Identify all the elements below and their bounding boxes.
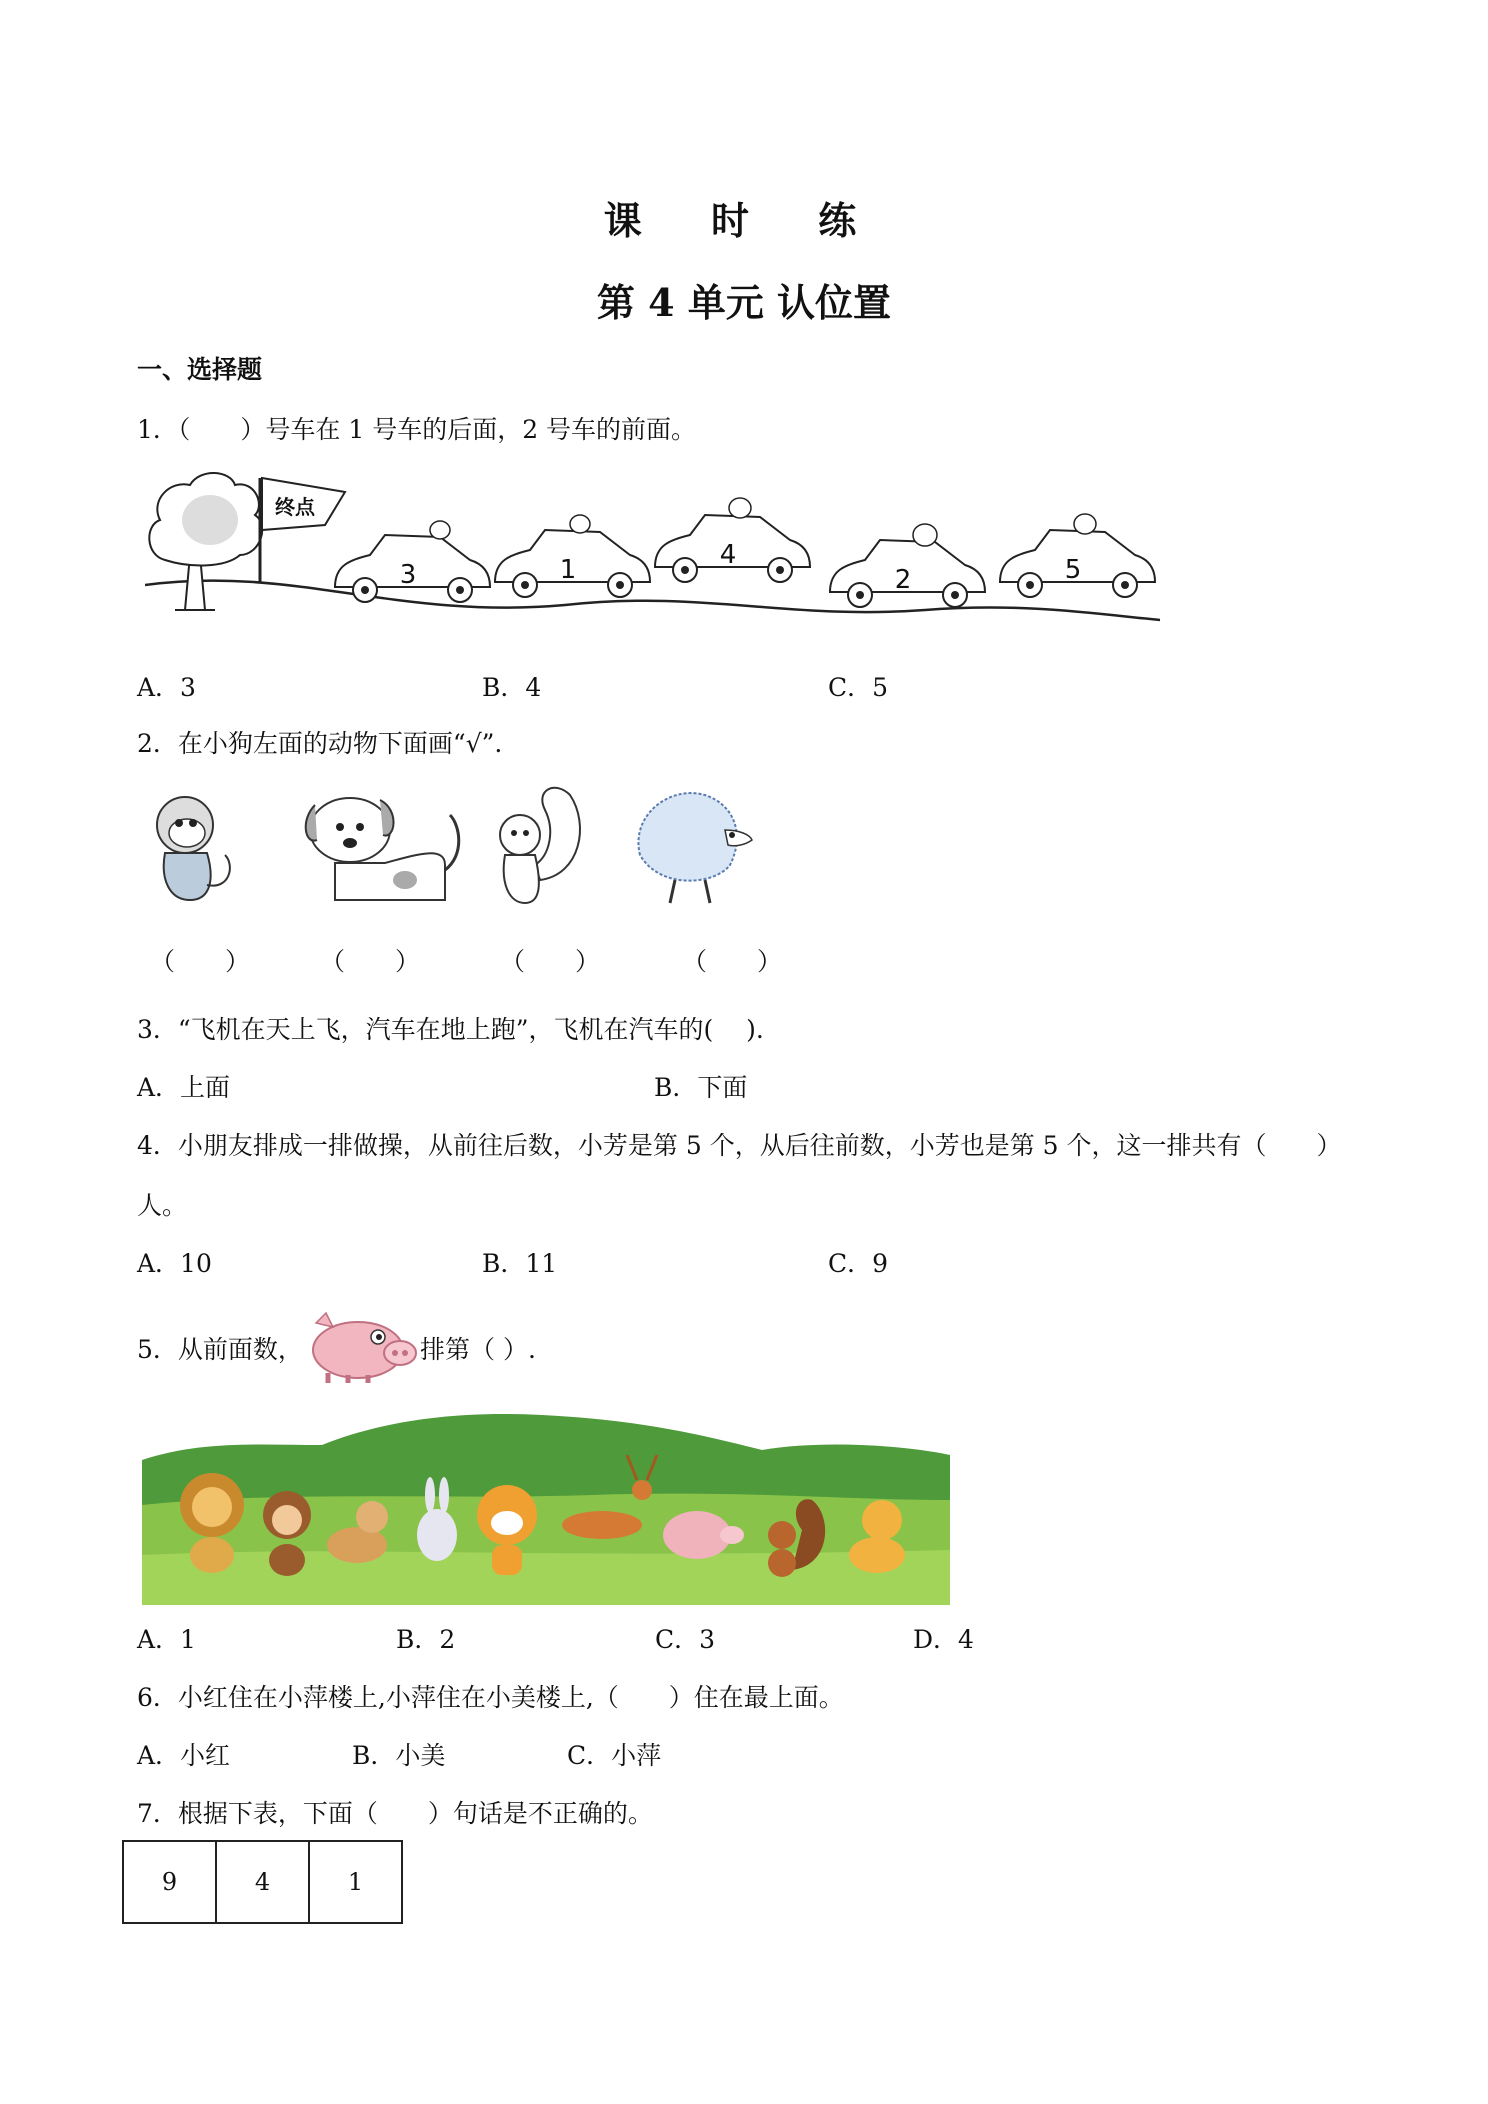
flag-label: 终点 <box>275 495 315 519</box>
q3-option-b: B．下面 <box>654 1073 748 1102</box>
table-cell: 9 <box>123 1841 216 1923</box>
car-number: 1 <box>559 555 577 585</box>
car-number: 2 <box>894 565 912 595</box>
question-2: 2．在小狗左面的动物下面画“√”. <box>137 729 503 758</box>
table-cell: 1 <box>309 1841 402 1923</box>
page-title: 课 时 练 <box>603 198 885 243</box>
pig-icon <box>308 1305 423 1385</box>
monkey-icon <box>157 797 230 900</box>
q5-option-a: A．1 <box>137 1625 196 1654</box>
q2-blank-squirrel[interactable]: （ ） <box>500 947 601 976</box>
hedgehog-icon <box>638 793 752 903</box>
question-5-prefix: 5．从前面数， <box>137 1335 303 1364</box>
number-table <box>122 1840 403 1924</box>
car-icon <box>830 524 985 607</box>
q4-option-c: C．9 <box>828 1249 889 1278</box>
question-6: 6．小红住在小萍楼上,小萍住在小美楼上,（ ）住在最上面。 <box>137 1683 844 1712</box>
q6-option-a: A．小红 <box>137 1741 231 1770</box>
q5-option-b: B．2 <box>396 1625 456 1654</box>
car-number: 3 <box>399 560 417 590</box>
dog-icon <box>306 798 459 900</box>
q2-blank-hedgehog[interactable]: （ ） <box>682 947 783 976</box>
car-number: 4 <box>719 540 737 570</box>
q6-option-b: B．小美 <box>352 1741 446 1770</box>
question-5-suffix: 排第（ ）. <box>420 1335 536 1364</box>
animals-row-illustration <box>135 785 785 920</box>
q1-option-b: B．4 <box>482 673 542 702</box>
table-cell: 4 <box>216 1841 309 1923</box>
q3-option-a: A．上面 <box>137 1073 231 1102</box>
question-3: 3．“飞机在天上飞，汽车在地上跑”，飞机在汽车的( ). <box>137 1015 764 1044</box>
q5-option-c: C．3 <box>655 1625 716 1654</box>
q5-option-d: D．4 <box>913 1625 974 1654</box>
car-number: 5 <box>1064 555 1082 585</box>
squirrel-icon <box>500 788 580 903</box>
question-4-line-1: 4．小朋友排成一排做操，从前往后数，小芳是第 5 个，从后往前数，小芳也是第 5 个，这一排共有（ ） <box>137 1131 1342 1160</box>
q2-blank-dog[interactable]: （ ） <box>320 947 421 976</box>
question-7: 7．根据下表，下面（ ）句话是不正确的。 <box>137 1799 653 1828</box>
unit-title: 第 4 单元 认位置 <box>596 280 892 325</box>
q1-option-a: A．3 <box>137 673 196 702</box>
section-heading: 一、选择题 <box>137 355 263 384</box>
question-4-line-2: 人。 <box>137 1191 188 1220</box>
tree-icon <box>149 473 262 610</box>
q1-option-c: C．5 <box>828 673 889 702</box>
car-icon <box>1000 514 1155 597</box>
q4-option-b: B．11 <box>482 1249 558 1278</box>
animals-meadow-illustration <box>142 1405 950 1605</box>
car-icon <box>495 515 650 597</box>
car-icon <box>655 498 810 582</box>
q4-option-a: A．10 <box>137 1249 212 1278</box>
q2-blank-monkey[interactable]: （ ） <box>150 947 251 976</box>
race-cars-illustration <box>145 470 1165 630</box>
finish-flag-icon <box>260 478 345 582</box>
q6-option-c: C．小萍 <box>567 1741 662 1770</box>
question-1: 1．（ ）号车在 1 号车的后面，2 号车的前面。 <box>137 415 697 444</box>
car-icon <box>335 521 490 602</box>
